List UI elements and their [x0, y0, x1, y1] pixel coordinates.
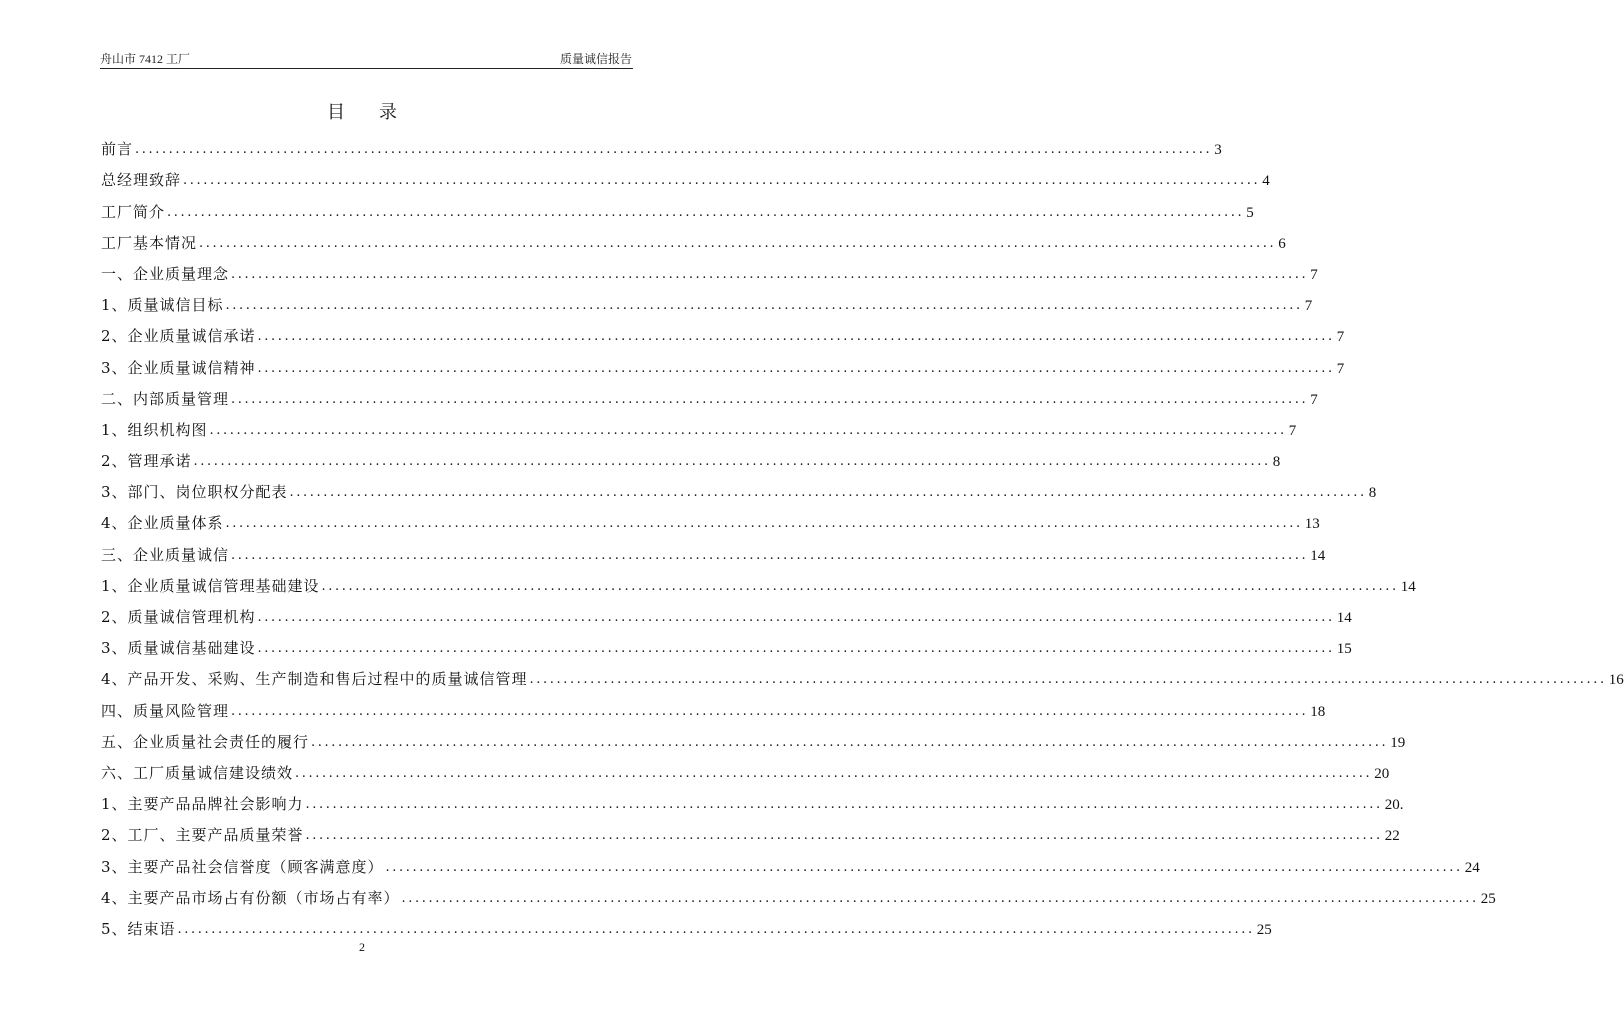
toc-entry-page: 18 [1310, 703, 1326, 720]
toc-entry-title: 1、质量诚信目标 [101, 296, 224, 315]
toc-entry-page: 20 [1374, 765, 1390, 782]
toc-entry-title: 4、主要产品市场占有份额（市场占有率） [101, 888, 400, 907]
toc-dot-leader: ................................................................................................................................................................ [311, 734, 1389, 750]
toc-entry[interactable] [101, 814, 1400, 845]
toc-entry-title: 五、企业质量社会责任的履行 [101, 732, 310, 751]
toc-entry-title: 3、质量诚信基础建设 [101, 639, 256, 658]
toc-entry[interactable] [101, 222, 1286, 253]
toc-entry-page: 25 [1256, 921, 1272, 938]
toc-entry-title: 4、产品开发、采购、生产制造和售后过程中的质量诚信管理 [101, 670, 528, 689]
toc-entry-page: 19 [1390, 734, 1406, 751]
toc-entry-title: 5、结束语 [101, 919, 176, 938]
toc-entry-page: 14 [1336, 610, 1352, 626]
toc-entry-title: 工厂简介 [101, 202, 166, 221]
toc-entry[interactable] [101, 190, 1254, 221]
toc-dot-leader: ................................................................................................................................................................ [305, 828, 1383, 844]
toc-entry-title: 3、企业质量诚信精神 [101, 358, 256, 377]
toc-dot-leader: ................................................................................................................................................................ [257, 360, 1335, 376]
toc-entry-title: 三、企业质量诚信 [101, 545, 230, 564]
toc-entry-page: 7 [1310, 391, 1318, 408]
toc-entry-page: 4 [1262, 173, 1270, 190]
toc-dot-leader: ................................................................................................................................................................ [529, 672, 1607, 688]
toc-entry[interactable] [101, 877, 1496, 908]
toc-entry[interactable] [101, 908, 1272, 939]
toc-entry-page: 8 [1272, 454, 1281, 471]
toc-entry[interactable] [101, 159, 1270, 190]
toc-dot-leader: ................................................................................................................................................................ [231, 547, 1309, 563]
toc-entry[interactable] [101, 658, 1624, 689]
toc-dot-leader: ................................................................................................................................................................ [401, 890, 1479, 906]
toc-entry-page: 7 [1336, 360, 1345, 377]
toc-entry[interactable] [101, 253, 1318, 284]
toc-dot-leader: ................................................................................................................................................................ [135, 142, 1213, 158]
toc-entry[interactable] [101, 440, 1281, 471]
toc-dot-leader: ................................................................................................................................................................ [295, 765, 1373, 781]
toc-dot-leader: ................................................................................................................................................................ [209, 422, 1287, 438]
toc-entry-page: 15 [1336, 641, 1352, 658]
toc-entry-page: 8 [1368, 485, 1377, 502]
toc-dot-leader: ................................................................................................................................................................ [183, 173, 1261, 189]
toc-entry-title: 总经理致辞 [101, 171, 182, 190]
toc-dot-leader: ................................................................................................................................................................ [257, 641, 1335, 657]
toc-entry[interactable] [101, 128, 1222, 159]
toc-entry[interactable] [101, 752, 1390, 783]
toc-entry-title: 3、主要产品社会信誉度（顾客满意度） [101, 857, 384, 876]
toc-entry-page: 22 [1384, 828, 1400, 845]
toc-entry[interactable] [101, 409, 1297, 440]
toc-entry-title: 六、工厂质量诚信建设绩效 [101, 763, 294, 782]
toc-entry-page: 16 [1608, 672, 1624, 689]
toc-entry-page: 25 [1480, 890, 1496, 907]
toc-dot-leader: ................................................................................................................................................................ [167, 204, 1245, 220]
toc-dot-leader: ................................................................................................................................................................ [231, 391, 1309, 407]
toc-entry-title: 1、企业质量诚信管理基础建设 [101, 576, 320, 595]
toc-entry[interactable] [101, 596, 1352, 627]
toc-entry[interactable] [101, 346, 1345, 377]
toc-entry-page: 7 [1310, 266, 1318, 283]
toc-entry-title: 二、内部质量管理 [101, 389, 230, 408]
toc-entry-title: 四、质量风险管理 [101, 701, 230, 720]
toc-entry[interactable] [101, 689, 1326, 720]
toc-entry-page: 5 [1246, 204, 1254, 221]
toc-entry-title: 2、工厂、主要产品质量荣誉 [101, 826, 304, 845]
table-of-contents [101, 128, 1624, 939]
toc-entry-title: 工厂基本情况 [101, 233, 198, 252]
toc-entry-page: 14 [1310, 547, 1326, 564]
toc-entry[interactable] [101, 565, 1416, 596]
toc-title: 目录 [327, 102, 431, 123]
page-header [100, 50, 632, 68]
toc-entry-page: 24 [1464, 859, 1480, 876]
toc-dot-leader: ................................................................................................................................................................ [257, 329, 1335, 345]
toc-entry-page: 14 [1400, 578, 1416, 595]
toc-entry-title: 1、主要产品品牌社会影响力 [101, 795, 304, 814]
header-rule [100, 68, 633, 69]
toc-dot-leader: ................................................................................................................................................................ [225, 516, 1303, 532]
toc-entry[interactable] [101, 533, 1326, 564]
toc-entry-page: 7 [1304, 298, 1313, 315]
toc-entry-page: 3 [1214, 142, 1222, 159]
toc-dot-leader: ................................................................................................................................................................ [289, 485, 1367, 501]
toc-dot-leader: ................................................................................................................................................................ [225, 298, 1303, 314]
toc-entry[interactable] [101, 471, 1377, 502]
header-report-title: 质量诚信报告 [559, 52, 632, 66]
toc-entry-title: 3、部门、岗位职权分配表 [101, 483, 288, 502]
toc-entry-page: 13 [1304, 516, 1320, 533]
toc-entry-title: 2、管理承诺 [101, 452, 192, 471]
toc-entry[interactable] [101, 721, 1406, 752]
toc-entry-title: 4、企业质量体系 [101, 514, 224, 533]
toc-dot-leader: ................................................................................................................................................................ [199, 235, 1277, 251]
toc-dot-leader: ................................................................................................................................................................ [321, 578, 1399, 594]
toc-entry-title: 前言 [101, 140, 134, 159]
toc-entry[interactable] [101, 627, 1352, 658]
toc-dot-leader: ................................................................................................................................................................ [193, 454, 1271, 470]
toc-entry-page: 7 [1288, 422, 1297, 439]
toc-entry[interactable] [101, 502, 1320, 533]
page-number: 2 [359, 940, 365, 954]
toc-entry-page: 6 [1278, 235, 1286, 252]
toc-entry[interactable] [101, 315, 1345, 346]
toc-dot-leader: ................................................................................................................................................................ [177, 921, 1255, 937]
toc-dot-leader: ................................................................................................................................................................ [305, 797, 1383, 813]
toc-entry-page: 7 [1336, 329, 1345, 346]
toc-dot-leader: ................................................................................................................................................................ [231, 703, 1309, 719]
toc-dot-leader: ................................................................................................................................................................ [385, 859, 1463, 875]
toc-entry-title: 一、企业质量理念 [101, 264, 230, 283]
toc-entry-title: 1、组织机构图 [101, 420, 208, 439]
header-company: 舟山市 7412 工厂 [100, 52, 191, 66]
toc-entry-page: 20. [1384, 797, 1404, 814]
toc-entry[interactable] [101, 845, 1480, 876]
toc-entry[interactable] [101, 783, 1404, 814]
toc-entry-title: 2、企业质量诚信承诺 [101, 327, 256, 346]
toc-entry[interactable] [101, 378, 1318, 409]
toc-dot-leader: ................................................................................................................................................................ [257, 610, 1335, 625]
toc-dot-leader: ................................................................................................................................................................ [231, 266, 1309, 282]
toc-entry-title: 2、质量诚信管理机构 [101, 608, 256, 626]
toc-entry[interactable] [101, 284, 1313, 315]
